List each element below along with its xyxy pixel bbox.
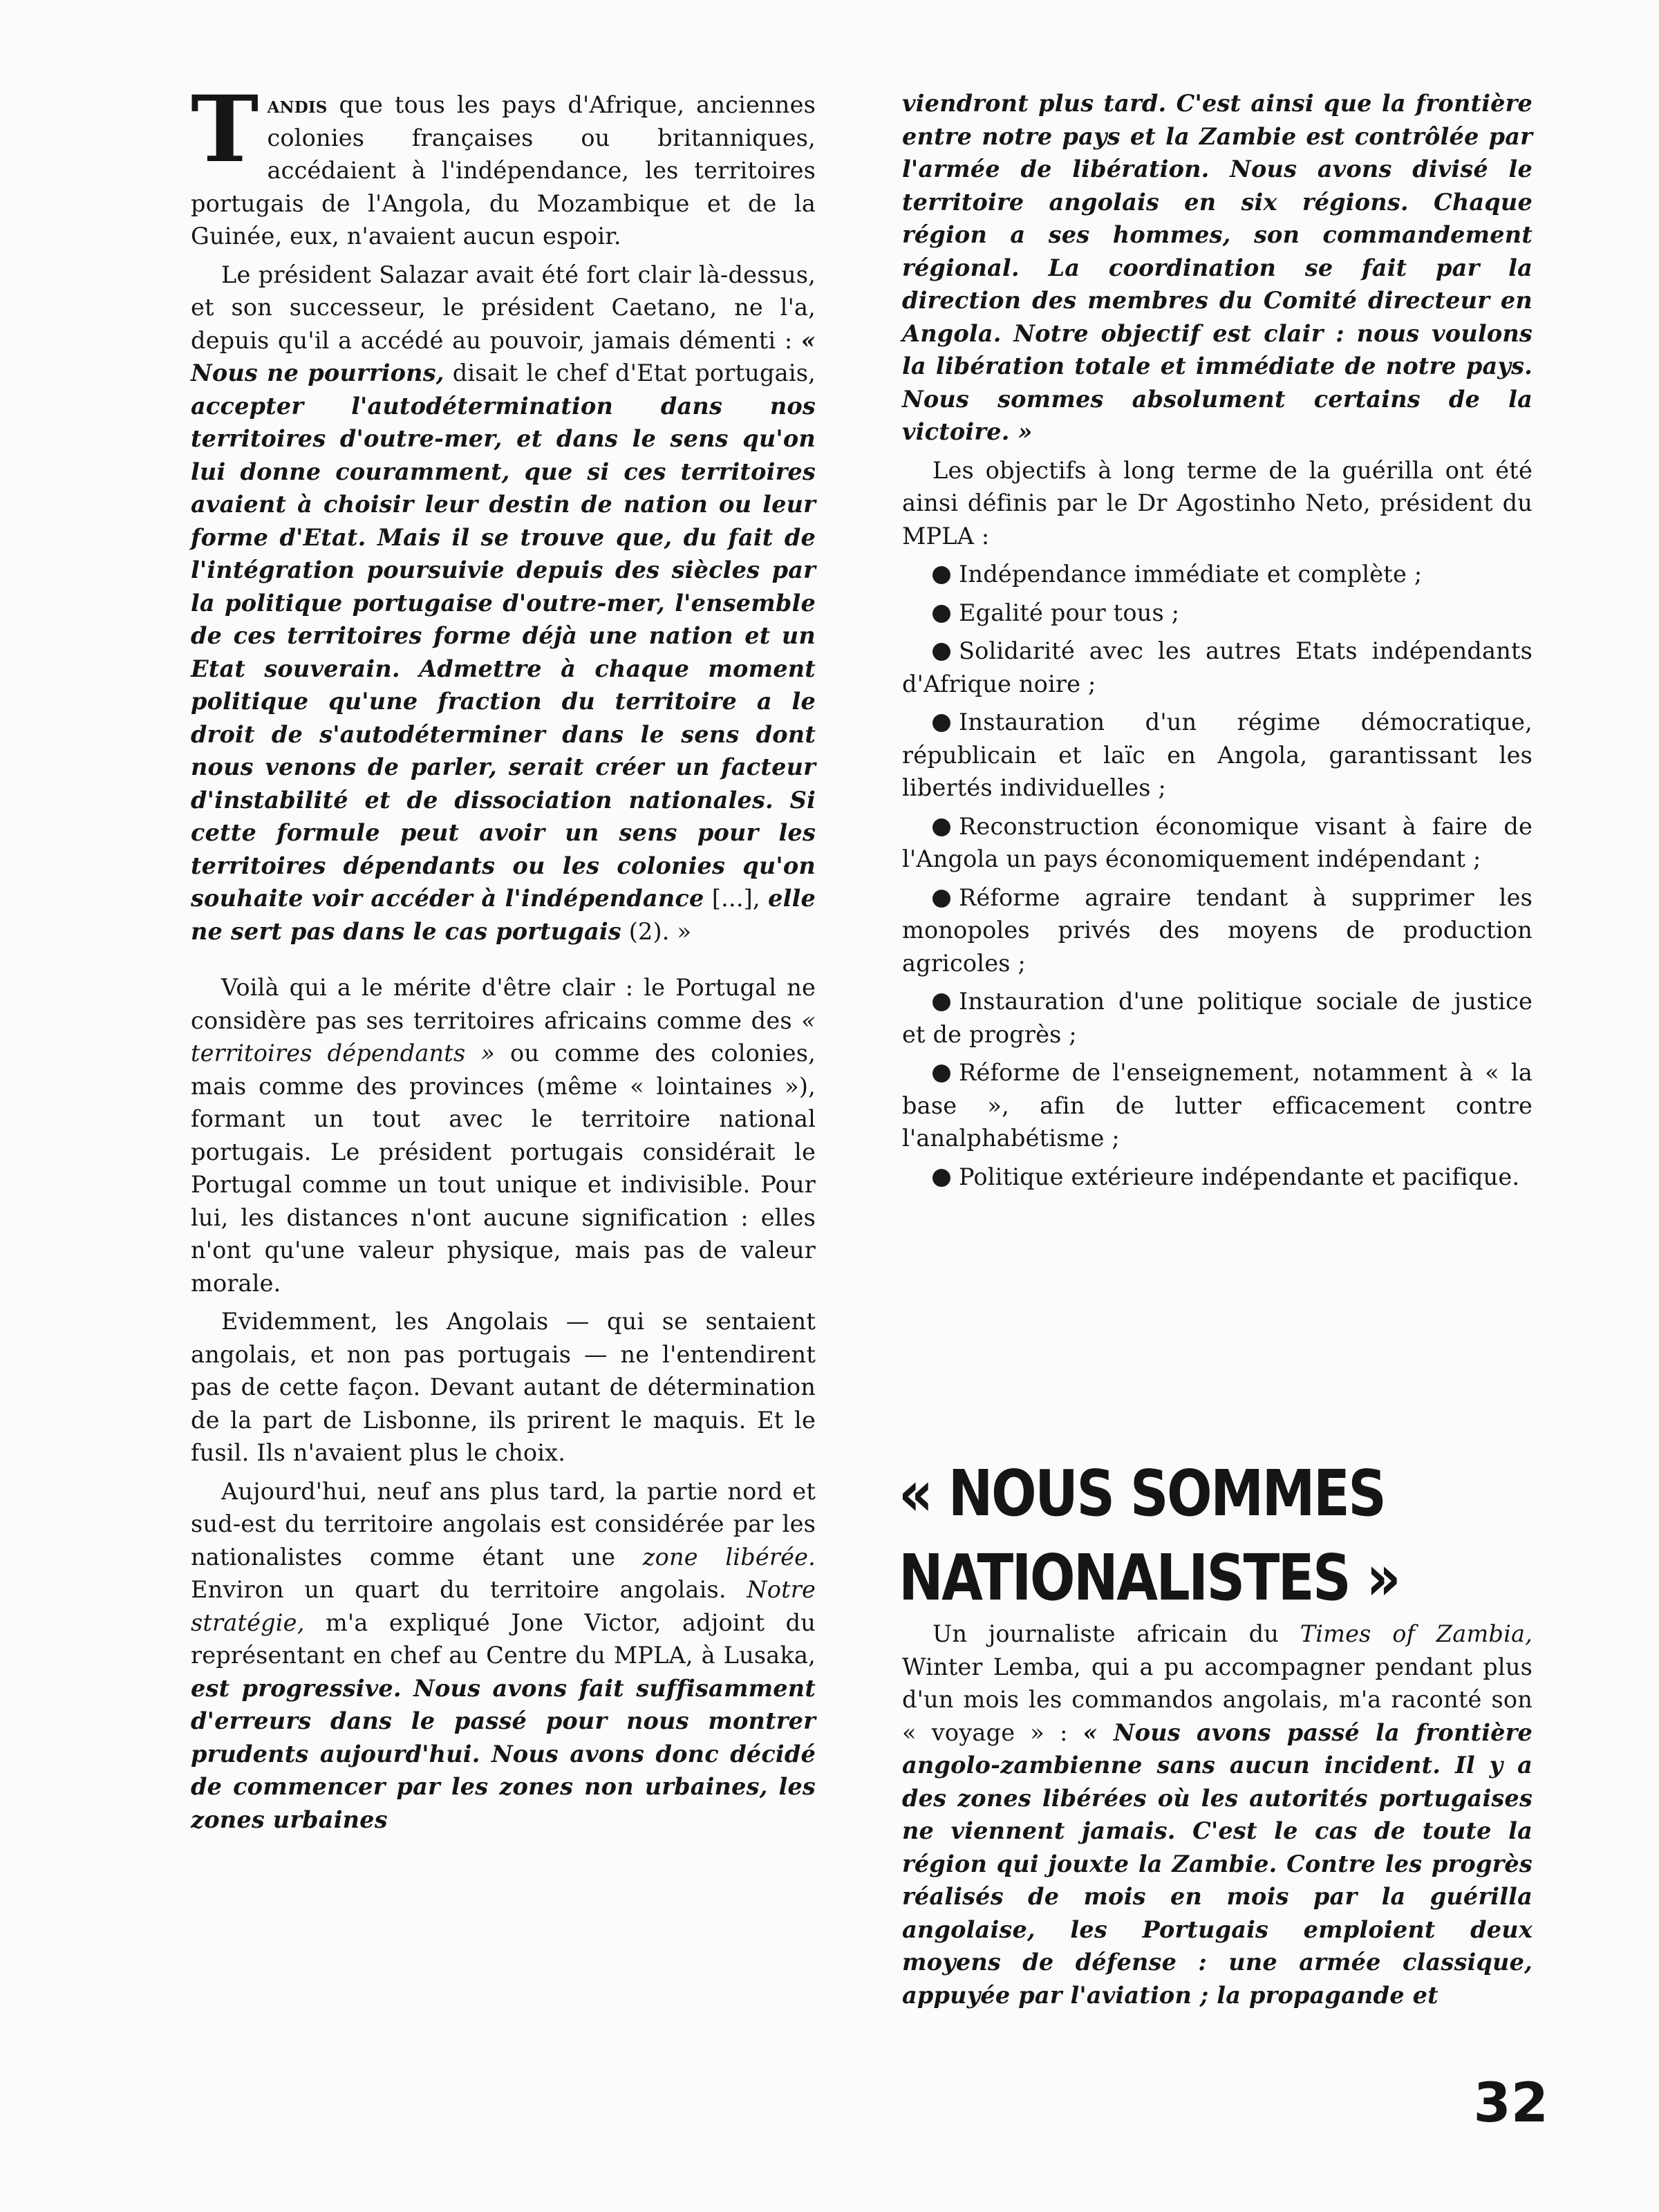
objective-item: [902, 1161, 1533, 1194]
journalist-quote: « Nous avons passé la frontière angolo-zambienne sans aucun incident. Il y a des zones libérées où les autorités portugaises ne viennent jamais. C'est le cas de toute la région qui jouxte la Zambie. Contre les progrès réalisés de mois en mois par la guérilla angolaise, les Portugais emploient deux moyens de défense : une armée classique, appuyée par l'aviation ; la propagande et: [902, 1718, 1533, 2009]
journalist-paragraph: [902, 1618, 1533, 2012]
journalist-text-a: Un journaliste africain du: [932, 1620, 1300, 1647]
objective-text: Instauration d'une politique sociale de justice et de progrès ;: [902, 988, 1533, 1048]
bullet-icon: [932, 1065, 950, 1082]
objective-item: [902, 597, 1533, 630]
objective-text: Réforme de l'enseignement, notamment à « la base », afin de lutter efficacement contre l'analphabétisme ;: [902, 1059, 1533, 1152]
objective-item: [902, 1056, 1533, 1155]
objective-text: Solidarité avec les autres Etats indépendants d'Afrique noire ;: [902, 637, 1533, 697]
strategy-text-a: Aujourd'hui, neuf ans plus tard, la partie nord et sud-est du territoire angolais est considérée par les nationalistes comme étant une: [191, 1477, 816, 1571]
portugal-text-a: Voilà qui a le mérite d'être clair : le Portugal ne considère pas ses territoires africains comme des: [191, 974, 816, 1034]
journalist-text-c: Winter Lemba, qui a pu accompagner pendant plus d'un mois les commandos angolais, m'a raconté son « voyage » :: [902, 1653, 1533, 1746]
objective-item: [902, 810, 1533, 876]
objective-item: [902, 635, 1533, 700]
left-column: [191, 76, 816, 1836]
salazar-quote-end: elle ne sert pas dans le cas portugais: [191, 885, 816, 945]
strategy-text-c: Environ un quart du territoire angolais.: [191, 1576, 747, 1603]
section-headline: [899, 1452, 1433, 1620]
bullet-icon: [932, 818, 950, 836]
salazar-intro: Le président Salazar avait été fort clair là-dessus, et son successeur, le président Caetano, ne l'a, depuis qu'il a accédé au pouvoir, jamais démenti :: [191, 261, 816, 354]
portugal-text-c: ou comme des colonies, mais comme des provinces (même « lointaines »), formant un tout avec le territoire national portugais. Le président portugais considérait le Portugal comme un tout unique et indivisible. Pour lui, les distances n'ont aucune signification : elles n'ont qu'une valeur physique, mais pas de valeur morale.: [191, 1040, 816, 1297]
opening-text: que tous les pays d'Afrique, anciennes colonies françaises ou britanniques, accédaient à l'indépendance, les territoires portugais de l'Angola, du Mozambique et de la Guinée, eux, n'avaient aucun espoir.: [191, 91, 816, 250]
headline-line-1: « NOUS SOMMES: [899, 1456, 1385, 1530]
bullet-icon: [932, 890, 950, 908]
newspaper-name: Times of Zambia,: [1300, 1620, 1533, 1647]
objective-text: Politique extérieure indépendante et pacifique.: [959, 1163, 1520, 1190]
objective-item: [902, 881, 1533, 980]
strategy-paragraph: [191, 1475, 816, 1837]
victor-quote-continued: viendront plus tard. C'est ainsi que la frontière entre notre pays et la Zambie est contrôlée par l'armée de libération. Nous avons divisé le territoire angolais en six régions. Chaque région a ses hommes, son commandement régional. La coordination se fait par la direction des membres du Comité directeur en Angola. Notre objectif est clair : nous voulons la libération totale et immédiate de notre pays. Nous sommes absolument certains de la victoire. »: [902, 90, 1533, 445]
objective-item: [902, 706, 1533, 805]
objective-item: [902, 985, 1533, 1051]
portugal-text-italic: « territoires dépendants »: [191, 1006, 816, 1067]
headline-line-2: NATIONALISTES »: [899, 1541, 1399, 1615]
objectives-intro: Les objectifs à long terme de la guérilla ont été ainsi définis par le Dr Agostinho Neto, président du MPLA :: [902, 456, 1533, 550]
objective-text: Instauration d'un régime démocratique, républicain et laïc en Angola, garantissant les libertés individuelles ;: [902, 709, 1533, 801]
right-column-top: [902, 87, 1533, 1193]
bullet-icon: [932, 566, 950, 584]
strategy-zone: zone libérée.: [642, 1543, 816, 1571]
salazar-paragraph: [191, 259, 816, 948]
bullet-icon: [932, 714, 950, 732]
lead-word: andis: [267, 91, 328, 118]
right-column-bottom: [902, 1618, 1533, 2012]
opening-paragraph: [191, 76, 816, 253]
objective-text: Réforme agraire tendant à supprimer les monopoles privés des moyens de production agricoles ;: [902, 883, 1533, 977]
bullet-icon: [932, 643, 950, 661]
strategy-quote: est progressive. Nous avons fait suffisamment d'erreurs dans le passé pour nous montrer prudents aujourd'hui. Nous avons donc décidé de commencer par les zones non urbaines, les zones urbaines: [191, 1674, 816, 1833]
drop-cap: T: [191, 76, 259, 183]
strategy-text-e: m'a expliqué Jone Victor, adjoint du représentant en chef au Centre du MPLA, à Lusaka,: [191, 1609, 816, 1669]
bullet-icon: [932, 605, 950, 623]
strategy-notre: Notre stratégie,: [191, 1576, 816, 1636]
angolais-paragraph: Evidemment, les Angolais — qui se sentaient angolais, et non pas portugais — ne l'entendirent pas de cette façon. Devant autant de détermination de la part de Lisbonne, ils prirent le maquis. Et le fusil. Ils n'avaient plus le choix.: [191, 1308, 816, 1466]
objective-item: [902, 558, 1533, 591]
salazar-quote-body: accepter l'autodétermination dans nos territoires d'outre-mer, et dans le sens qu'on lui donne couramment, que si ces territoires avaient à choisir leur destin de nation ou leur forme d'Etat. Mais il se trouve que, du fait de l'intégration poursuivie depuis des siècles par la politique portugaise d'outre-mer, l'ensemble de ces territoires forme déjà une nation et un Etat souverain. Admettre à chaque moment politique qu'une fraction du territoire a le droit de s'autodéterminer dans le sens dont nous venons de parler, serait créer un facteur d'instabilité et de dissociation nationales. Si cette formule peut avoir un sens pour les territoires dépendants ou les colonies qu'on souhaite voir accéder à l'indépendance: [191, 392, 816, 912]
portugal-paragraph: [191, 971, 816, 1300]
salazar-quote-start: « Nous ne pourrions,: [191, 326, 816, 386]
bullet-icon: [932, 1169, 950, 1187]
objective-text: Indépendance immédiate et complète ;: [959, 561, 1423, 588]
page-number: 32: [1473, 2072, 1548, 2135]
salazar-footnote-ref: (2). »: [621, 917, 692, 945]
salazar-ellipsis: [...],: [704, 885, 769, 912]
bullet-icon: [932, 993, 950, 1011]
objective-text: Reconstruction économique visant à faire de l'Angola un pays économiquement indépendant ;: [902, 812, 1533, 872]
salazar-attribution: disait le chef d'Etat portugais,: [444, 359, 816, 386]
objective-text: Egalité pour tous ;: [959, 599, 1180, 626]
